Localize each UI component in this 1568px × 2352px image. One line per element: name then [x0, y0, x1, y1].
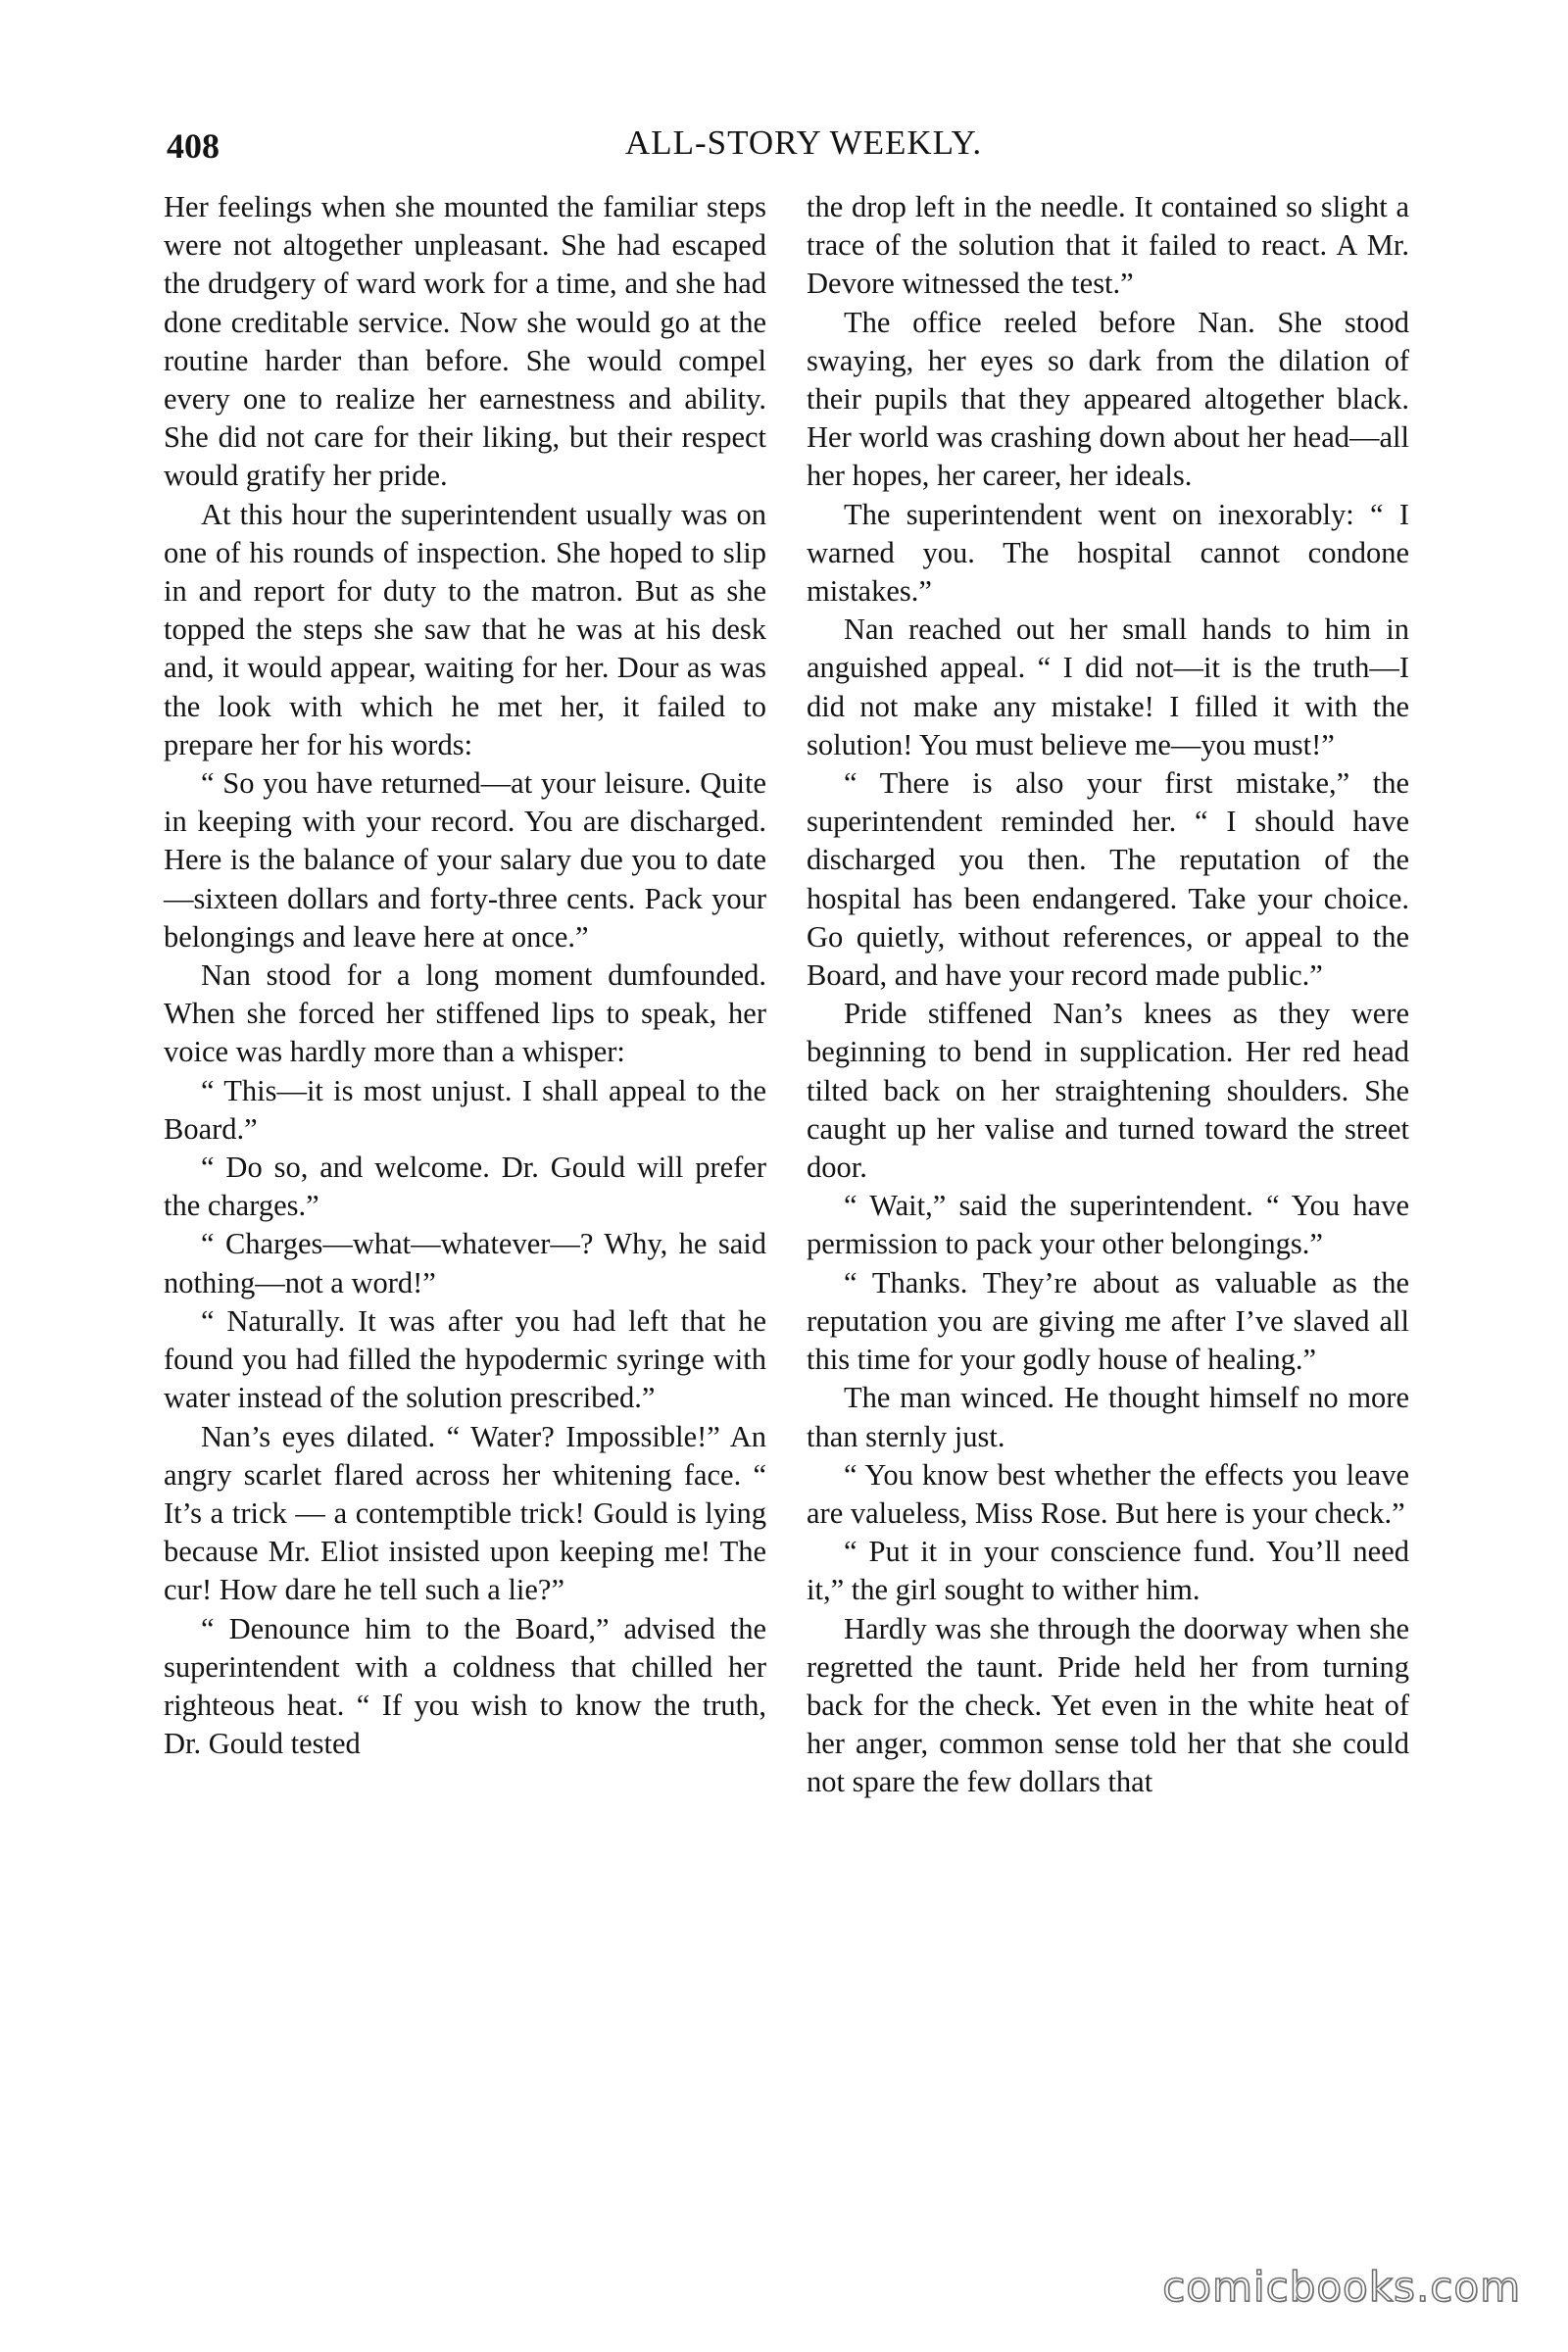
paragraph: Nan reached out her small hands to him in anguished appeal. “ I did not—it is the truth—I did not make any mistake! I filled it with the solution! You must believe me—you must!” [807, 612, 1409, 761]
paragraph: “ Thanks. They’re about as valuable as the reputation you are giving me after I’ve slaved all this time for your godly house of healing.” [807, 1265, 1409, 1377]
paragraph: Pride stiffened Nan’s knees as they were beginning to bend in supplication. Her red head tilted back on her straightening shoulders. She caught up her valise and turned toward the street door. [807, 997, 1409, 1185]
paragraph: “ You know best whether the effects you leave are valueless, Miss Rose. But here is your check.” [807, 1457, 1409, 1530]
paragraph: The man winced. He thought himself no more than sternly just. [807, 1381, 1409, 1453]
paragraph: At this hour the superintendent usually was on one of his rounds of inspection. She hoped to slip in and report for duty to the matron. But as she topped the steps she saw that he was at his desk and, it would appear, waiting for her. Dour as was the look with which he met her, it failed to prepare her for his words: [164, 497, 766, 761]
right-column [807, 188, 1409, 1802]
paragraph: “ Charges—what—whatever—? Why, he said nothing—not a word!” [164, 1227, 766, 1299]
paragraph: Her feelings when she mounted the familiar steps were not altogether unpleasant. She had escaped the drudgery of ward work for a time, and she had done creditable service. Now she would go at the routine harder than before. She would compel every one to realize her earnestness and ability. She did not care for their liking, but their respect would gratify her pride. [164, 190, 766, 493]
paragraph: “ There is also your first mistake,” the superintendent reminded her. “ I should have discharged you then. The reputation of the hospital has been endangered. Take your choice. Go quietly, without references, or appeal to the Board, and have your record made public.” [807, 766, 1409, 993]
paragraph: “ Do so, and welcome. Dr. Gould will prefer the charges.” [164, 1151, 766, 1223]
paragraph: Nan stood for a long moment dumfounded. When she forced her stiffened lips to speak, her voice was hardly more than a whisper: [164, 958, 766, 1069]
paragraph: “ Naturally. It was after you had left that he found you had filled the hypodermic syringe with water instead of the solution prescribed.” [164, 1303, 766, 1415]
paragraph: “ Wait,” said the superintendent. “ You have permission to pack your other belongings.” [807, 1189, 1409, 1261]
paragraph: “ Put it in your conscience fund. You’ll need it,” the girl sought to wither him. [807, 1535, 1409, 1607]
paragraph: the drop left in the needle. It contained so slight a trace of the solution that it failed to react. A Mr. Devore witnessed the test.” [807, 190, 1409, 301]
page-number: 408 [167, 126, 220, 166]
paragraph: “ So you have returned—at your leisure. Quite in keeping with your record. You are discharged. Here is the balance of your salary due you to date—sixteen dollars and forty-three cents. Pack your belongings and leave here at once.” [164, 766, 766, 954]
paragraph: The office reeled before Nan. She stood swaying, her eyes so dark from the dilation of their pupils that they appeared altogether black. Her world was crashing down about her head—all her hopes, her career, her ideals. [807, 305, 1409, 493]
left-column [164, 188, 766, 1763]
paragraph: The superintendent went on inexorably: “ I warned you. The hospital cannot condone mistakes.” [807, 497, 1409, 609]
watermark-logo: comicbooks.com [1162, 2263, 1521, 2311]
paragraph: “ This—it is most unjust. I shall appeal to the Board.” [164, 1073, 766, 1146]
running-title: ALL-STORY WEEKLY. [624, 123, 983, 162]
paragraph: “ Denounce him to the Board,” advised the superintendent with a coldness that chilled her righteous heat. “ If you wish to know the truth, Dr. Gould tested [164, 1611, 766, 1761]
paragraph: Hardly was she through the doorway when she regretted the taunt. Pride held her from turning back for the check. Yet even in the white heat of her anger, common sense told her that she could not spare the few dollars that [807, 1611, 1409, 1799]
paragraph: Nan’s eyes dilated. “ Water? Impossible!” An angry scarlet flared across her whitening face. “ It’s a trick — a contemptible trick! Gould is lying because Mr. Eliot insisted upon keeping me! The cur! How dare he tell such a lie?” [164, 1419, 766, 1607]
